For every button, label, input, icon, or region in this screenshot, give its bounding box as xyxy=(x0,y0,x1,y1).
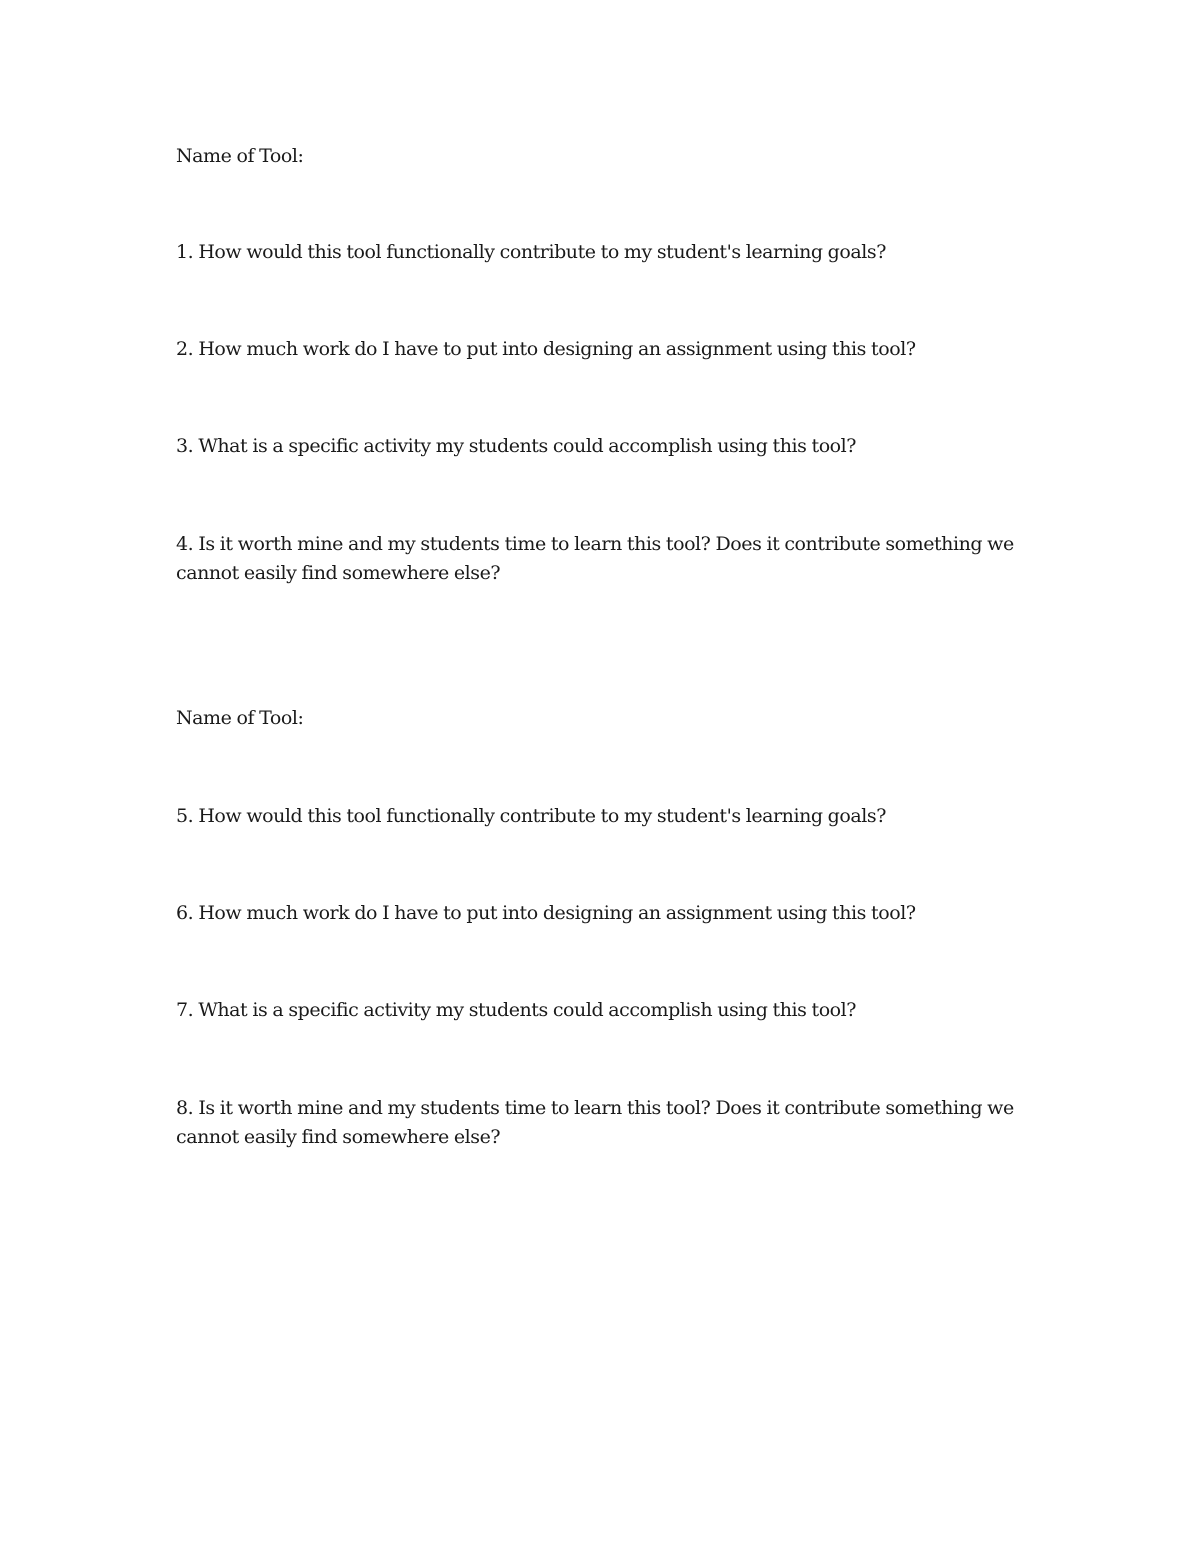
tool-name-label: Name of Tool: xyxy=(176,707,304,729)
tool-name-label: Name of Tool: xyxy=(176,145,304,167)
question-7: 7. What is a specific activity my students could accomplish using this tool? xyxy=(176,999,857,1021)
question-6: 6. How much work do I have to put into designing an assignment using this tool? xyxy=(176,902,916,924)
question-3: 3. What is a specific activity my students could accomplish using this tool? xyxy=(176,435,857,457)
question-4: 4. Is it worth mine and my students time to learn this tool? Does it contribute something we cannot easily find somewhere else? xyxy=(176,533,1014,584)
question-5: 5. How would this tool functionally contribute to my student's learning goals? xyxy=(176,805,886,827)
question-2: 2. How much work do I have to put into designing an assignment using this tool? xyxy=(176,338,916,360)
question-1: 1. How would this tool functionally contribute to my student's learning goals? xyxy=(176,241,886,263)
question-8: 8. Is it worth mine and my students time to learn this tool? Does it contribute something we cannot easily find somewhere else? xyxy=(176,1097,1014,1148)
